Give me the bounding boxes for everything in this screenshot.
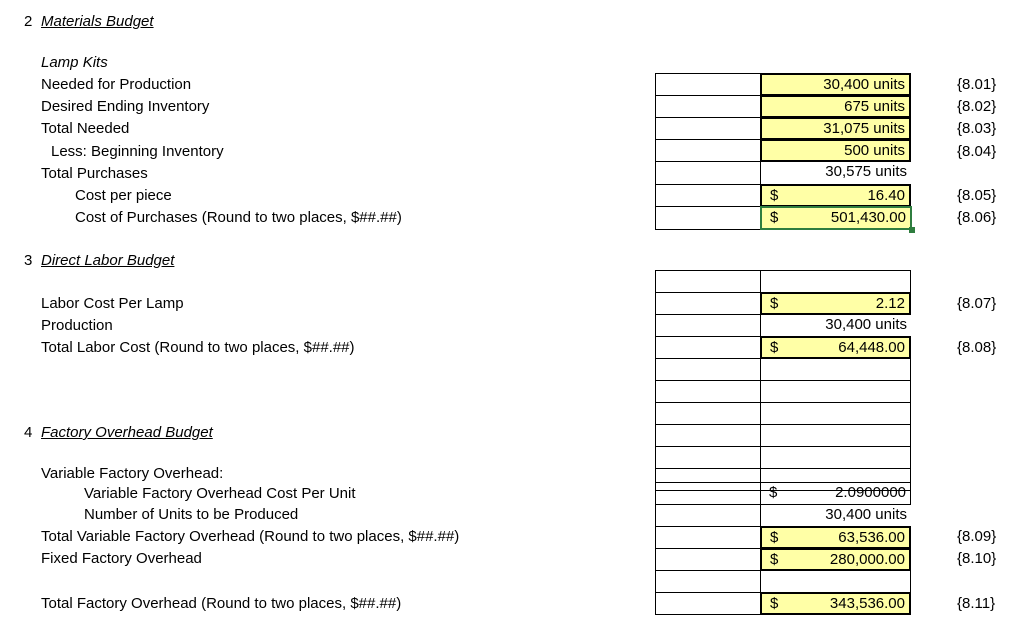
cell-value: 500 units — [844, 142, 905, 159]
empty-cell[interactable] — [655, 314, 761, 337]
empty-cell[interactable] — [655, 184, 761, 207]
row-label: Production — [41, 317, 113, 334]
value-cell[interactable] — [760, 482, 911, 505]
empty-cell[interactable] — [655, 161, 761, 185]
reference-code: {8.01} — [957, 76, 997, 93]
cell-value: 30,400 units — [825, 316, 907, 333]
row-label: Fixed Factory Overhead — [41, 550, 202, 567]
value-cell[interactable] — [760, 505, 911, 527]
cell-value: 501,430.00 — [830, 209, 906, 226]
value-cell[interactable] — [760, 162, 911, 184]
empty-cell[interactable] — [760, 446, 911, 469]
value-cell[interactable] — [760, 117, 911, 140]
value-cell[interactable] — [760, 336, 911, 359]
value-cell[interactable] — [760, 73, 911, 96]
cell-value: 2.12 — [875, 295, 905, 312]
dollar-sign: $ — [770, 295, 779, 312]
reference-code: {8.11} — [957, 595, 996, 612]
section-number-overhead: 4 — [24, 424, 33, 441]
cell-value: 280,000.00 — [829, 551, 905, 568]
empty-cell[interactable] — [655, 446, 761, 469]
empty-cell[interactable] — [655, 358, 761, 381]
empty-cell[interactable] — [655, 139, 761, 162]
selected-cell[interactable] — [760, 206, 912, 230]
empty-cell[interactable] — [760, 270, 911, 293]
reference-code: {8.02} — [957, 98, 997, 115]
empty-cell[interactable] — [655, 504, 761, 527]
dollar-sign: $ — [770, 529, 779, 546]
empty-cell[interactable] — [655, 95, 761, 118]
cell-value: 30,400 units — [825, 506, 907, 523]
cell-value: 30,575 units — [825, 163, 907, 180]
row-label: Total Labor Cost (Round to two places, $##.##) — [41, 339, 355, 356]
empty-cell[interactable] — [760, 402, 911, 425]
empty-cell[interactable] — [655, 380, 761, 403]
dollar-sign: $ — [770, 551, 779, 568]
row-label: Less: Beginning Inventory — [51, 143, 224, 160]
cell-value: 343,536.00 — [829, 595, 905, 612]
empty-cell[interactable] — [760, 570, 911, 593]
value-cell[interactable] — [760, 315, 911, 337]
empty-cell[interactable] — [655, 292, 761, 315]
value-cell[interactable] — [760, 292, 911, 315]
row-label: Cost per piece — [75, 187, 172, 204]
dollar-sign: $ — [770, 595, 779, 612]
dollar-sign: $ — [769, 484, 778, 501]
cell-value: 30,400 units — [823, 76, 905, 93]
empty-cell[interactable] — [655, 270, 761, 293]
cell-value: 64,448.00 — [838, 339, 905, 356]
empty-cell[interactable] — [655, 592, 761, 615]
cell-value: 16.40 — [867, 187, 905, 204]
section-number-materials: 2 — [24, 13, 33, 30]
row-label: Desired Ending Inventory — [41, 98, 210, 115]
dollar-sign: $ — [770, 339, 779, 356]
reference-code: {8.07} — [957, 295, 997, 312]
row-label: Labor Cost Per Lamp — [41, 295, 184, 312]
reference-code: {8.09} — [957, 528, 997, 545]
section-title-overhead: Factory Overhead Budget — [41, 424, 213, 441]
empty-cell[interactable] — [760, 358, 911, 381]
row-label: Total Purchases — [41, 165, 148, 182]
value-cell[interactable] — [760, 592, 911, 615]
row-label: Cost of Purchases (Round to two places, $##.##) — [75, 209, 402, 226]
empty-cell[interactable] — [655, 73, 761, 96]
reference-code: {8.04} — [957, 143, 997, 160]
cell-value: 63,536.00 — [838, 529, 905, 546]
empty-cell[interactable] — [655, 117, 761, 140]
empty-cell[interactable] — [760, 424, 911, 447]
empty-cell[interactable] — [655, 206, 761, 230]
value-cell[interactable] — [760, 184, 911, 207]
empty-cell[interactable] — [655, 336, 761, 359]
value-cell[interactable] — [760, 548, 911, 571]
empty-cell[interactable] — [655, 570, 761, 593]
row-label: Total Variable Factory Overhead (Round to two places, $##.##) — [41, 528, 460, 545]
empty-cell[interactable] — [655, 526, 761, 549]
dollar-sign: $ — [770, 187, 779, 204]
empty-cell[interactable] — [655, 482, 761, 505]
row-label: Number of Units to be Produced — [84, 506, 299, 523]
cell-value: 2.0900000 — [835, 484, 906, 501]
reference-code: {8.06} — [957, 209, 997, 226]
empty-cell[interactable] — [655, 548, 761, 571]
empty-cell[interactable] — [760, 380, 911, 403]
materials-subtitle: Lamp Kits — [41, 54, 108, 71]
value-cell[interactable] — [760, 139, 911, 162]
row-label: Needed for Production — [41, 76, 192, 93]
dollar-sign: $ — [770, 209, 779, 226]
row-label: Variable Factory Overhead: — [41, 465, 224, 482]
value-cell[interactable] — [760, 95, 911, 118]
value-cell[interactable] — [760, 526, 911, 549]
reference-code: {8.03} — [957, 120, 997, 137]
section-number-labor: 3 — [24, 252, 33, 269]
row-label: Total Needed — [41, 120, 130, 137]
empty-cell[interactable] — [655, 424, 761, 447]
cell-value: 675 units — [844, 98, 905, 115]
cell-value: 31,075 units — [823, 120, 905, 137]
empty-cell[interactable] — [655, 402, 761, 425]
reference-code: {8.05} — [957, 187, 997, 204]
row-label: Variable Factory Overhead Cost Per Unit — [84, 485, 356, 502]
reference-code: {8.10} — [957, 550, 997, 567]
section-title-labor: Direct Labor Budget — [41, 252, 175, 269]
reference-code: {8.08} — [957, 339, 997, 356]
section-title-materials: Materials Budget — [41, 13, 154, 30]
row-label: Total Factory Overhead (Round to two places, $##.##) — [41, 595, 402, 612]
